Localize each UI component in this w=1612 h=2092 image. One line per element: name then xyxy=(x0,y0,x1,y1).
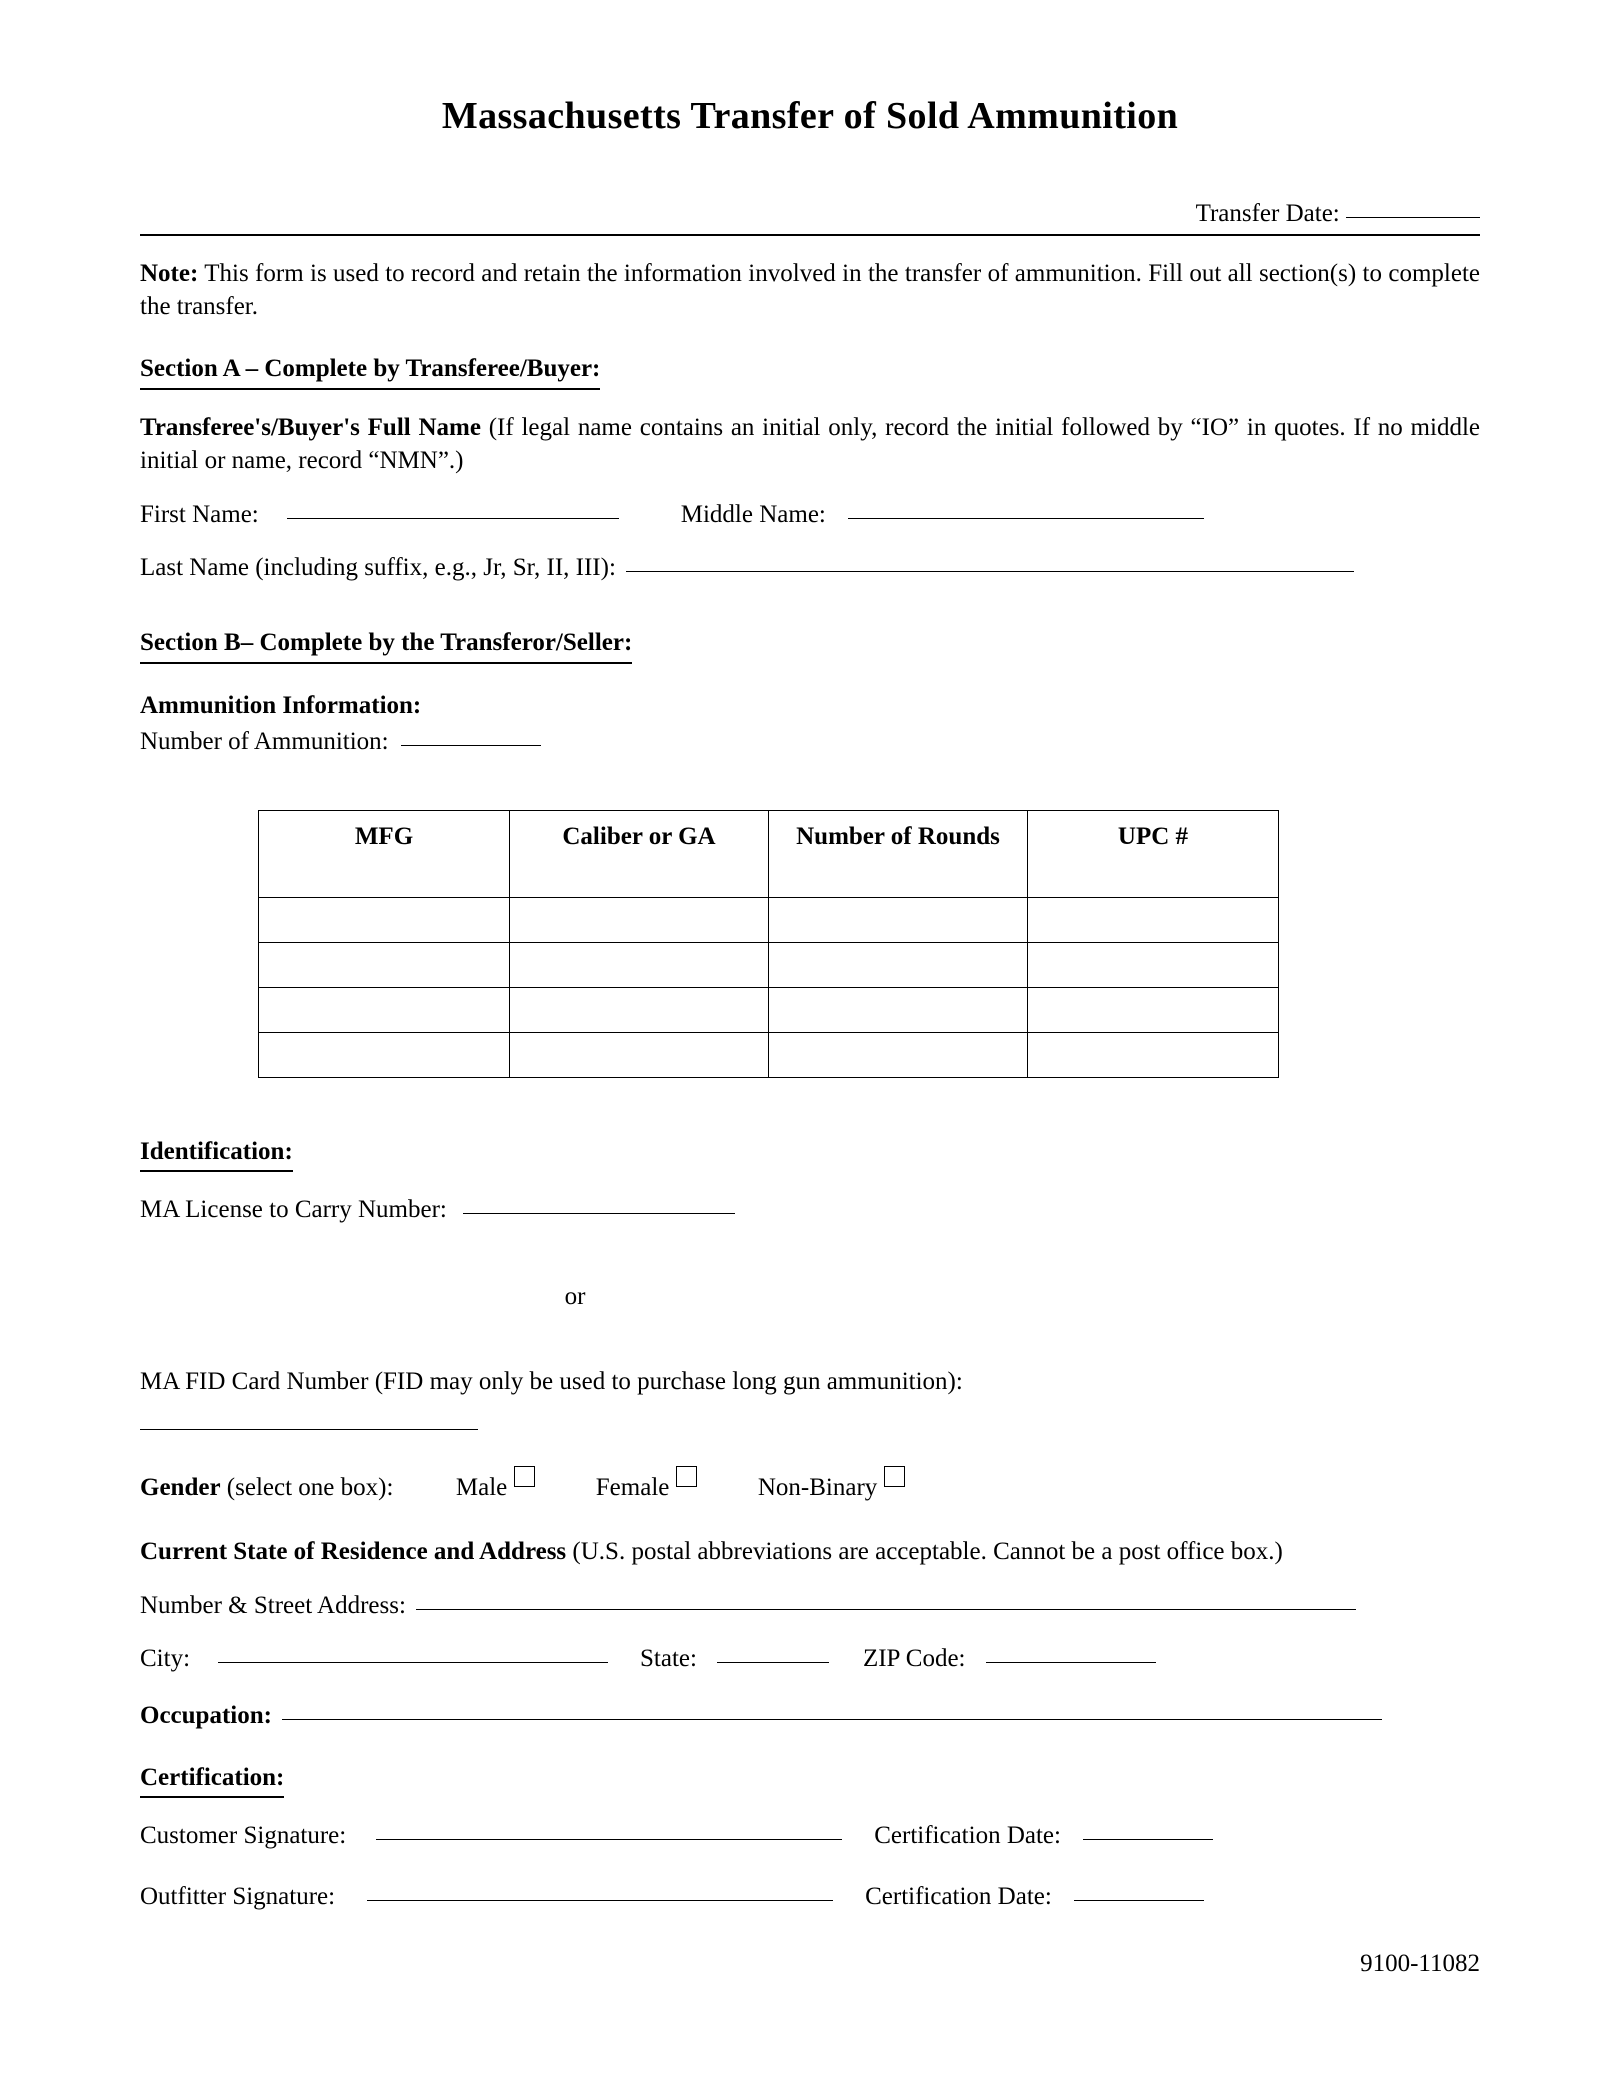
customer-certification-date-input[interactable] xyxy=(1083,1839,1213,1840)
ltc-number-row xyxy=(140,1194,1480,1225)
section-b-heading-row xyxy=(140,627,1480,664)
first-name-input[interactable] xyxy=(287,518,619,519)
ltc-number-label: MA License to Carry Number: xyxy=(140,1196,447,1224)
certification-heading-row xyxy=(140,1762,1480,1799)
gender-option-nonbinary-label: Non-Binary xyxy=(757,1474,878,1502)
ammunition-information-label: Ammunition Information: xyxy=(140,691,422,719)
residence-heading: Current State of Residence and Address xyxy=(140,1537,567,1565)
cell-rounds[interactable] xyxy=(769,897,1028,942)
street-address-row xyxy=(140,1590,1480,1621)
full-name-note: (If legal name contains an initial only, record the initial followed by “IO” in quotes. If no middle initial or name, record “NMN”.) xyxy=(140,413,1480,474)
outfitter-signature-row xyxy=(140,1881,1480,1912)
cell-rounds[interactable] xyxy=(769,1032,1028,1077)
section-a-heading-row xyxy=(140,353,1480,390)
identification-heading-row xyxy=(140,1136,1480,1173)
last-name-input[interactable] xyxy=(626,571,1354,572)
number-of-ammunition-input[interactable] xyxy=(401,745,541,746)
first-name-label: First Name: xyxy=(140,500,259,528)
cell-rounds[interactable] xyxy=(769,942,1028,987)
column-header-mfg: MFG xyxy=(259,810,510,897)
outfitter-certification-date-label: Certification Date: xyxy=(865,1883,1052,1911)
cell-upc[interactable] xyxy=(1028,987,1279,1032)
cell-upc[interactable] xyxy=(1028,897,1279,942)
column-header-rounds: Number of Rounds xyxy=(769,810,1028,897)
page-title: Massachusetts Transfer of Sold Ammunition xyxy=(441,95,1179,137)
note-paragraph xyxy=(140,257,1480,323)
customer-signature-row xyxy=(140,1820,1480,1851)
occupation-label: Occupation: xyxy=(140,1702,272,1730)
outfitter-signature-input[interactable] xyxy=(367,1900,833,1901)
customer-certification-date-label: Certification Date: xyxy=(874,1822,1061,1850)
table-row xyxy=(259,1032,1279,1077)
ltc-number-input[interactable] xyxy=(463,1213,735,1214)
city-state-zip-row xyxy=(140,1643,1480,1674)
street-address-label: Number & Street Address: xyxy=(140,1591,406,1619)
cell-caliber[interactable] xyxy=(510,1032,769,1077)
section-a-heading: Section A – Complete by Transferee/Buyer: xyxy=(140,353,600,390)
cell-caliber[interactable] xyxy=(510,942,769,987)
gender-checkbox-female[interactable] xyxy=(676,1466,697,1487)
zip-code-input[interactable] xyxy=(986,1662,1156,1663)
identification-heading: Identification: xyxy=(140,1136,293,1173)
city-input[interactable] xyxy=(218,1662,608,1663)
state-label: State: xyxy=(640,1645,697,1673)
transfer-date-input[interactable] xyxy=(1346,217,1480,218)
number-of-ammunition-label: Number of Ammunition: xyxy=(140,728,389,756)
cell-upc[interactable] xyxy=(1028,942,1279,987)
last-name-row xyxy=(140,552,1480,583)
note-label: Note: xyxy=(140,260,199,288)
header-divider xyxy=(140,234,1480,236)
gender-row xyxy=(140,1472,1480,1505)
footer-form-code: 9100-11082 xyxy=(1360,1950,1480,1977)
middle-name-input[interactable] xyxy=(848,518,1204,519)
column-header-upc: UPC # xyxy=(1028,810,1279,897)
occupation-input[interactable] xyxy=(282,1719,1382,1720)
outfitter-certification-date-input[interactable] xyxy=(1074,1900,1204,1901)
cell-upc[interactable] xyxy=(1028,1032,1279,1077)
or-separator: or xyxy=(564,1283,586,1311)
certification-heading: Certification: xyxy=(140,1762,284,1799)
ammunition-table xyxy=(258,810,1279,1078)
residence-instruction xyxy=(140,1535,1480,1568)
cell-caliber[interactable] xyxy=(510,897,769,942)
table-row xyxy=(259,987,1279,1032)
column-header-caliber: Caliber or GA xyxy=(510,810,769,897)
fid-number-row xyxy=(140,1420,1480,1438)
table-row xyxy=(259,942,1279,987)
cell-mfg[interactable] xyxy=(259,1032,510,1077)
section-b-heading: Section B– Complete by the Transferor/Seller: xyxy=(140,627,632,664)
customer-signature-label: Customer Signature: xyxy=(140,1822,347,1850)
table-row xyxy=(259,897,1279,942)
full-name-label: Transferee's/Buyer's Full Name xyxy=(140,413,481,441)
ammunition-table-wrap xyxy=(140,810,1480,1078)
cell-caliber[interactable] xyxy=(510,987,769,1032)
occupation-row xyxy=(140,1700,1480,1731)
gender-checkbox-male[interactable] xyxy=(514,1466,535,1487)
cell-mfg[interactable] xyxy=(259,942,510,987)
first-middle-name-row xyxy=(140,499,1480,530)
gender-option-male-label: Male xyxy=(455,1474,508,1502)
city-label: City: xyxy=(140,1645,191,1673)
street-address-input[interactable] xyxy=(416,1609,1356,1610)
gender-checkbox-non-binary[interactable] xyxy=(884,1466,905,1487)
fid-number-input[interactable] xyxy=(140,1429,478,1430)
gender-instruction: (select one box): xyxy=(226,1474,394,1502)
cell-rounds[interactable] xyxy=(769,987,1028,1032)
fid-number-label: MA FID Card Number (FID may only be used to purchase long gun ammunition): xyxy=(140,1368,963,1396)
number-of-ammunition-row xyxy=(140,726,1480,757)
document-content xyxy=(140,0,1480,1913)
transfer-date-row xyxy=(140,200,1480,228)
full-name-instruction xyxy=(140,411,1480,477)
state-input[interactable] xyxy=(717,1662,829,1663)
cell-mfg[interactable] xyxy=(259,897,510,942)
gender-label: Gender xyxy=(140,1474,221,1502)
cell-mfg[interactable] xyxy=(259,987,510,1032)
residence-note: (U.S. postal abbreviations are acceptable. Cannot be a post office box.) xyxy=(572,1537,1283,1565)
note-text: This form is used to record and retain the information involved in the transfer of ammunition. Fill out all section(s) to complete the transfer. xyxy=(140,260,1480,321)
outfitter-signature-label: Outfitter Signature: xyxy=(140,1883,336,1911)
table-header-row xyxy=(259,810,1279,897)
gender-option-female-label: Female xyxy=(595,1474,670,1502)
last-name-label: Last Name (including suffix, e.g., Jr, Sr, II, III): xyxy=(140,554,616,582)
zip-code-label: ZIP Code: xyxy=(862,1645,966,1673)
transfer-date-label: Transfer Date: xyxy=(1195,199,1340,227)
middle-name-label: Middle Name: xyxy=(680,500,826,528)
customer-signature-input[interactable] xyxy=(376,1839,842,1840)
